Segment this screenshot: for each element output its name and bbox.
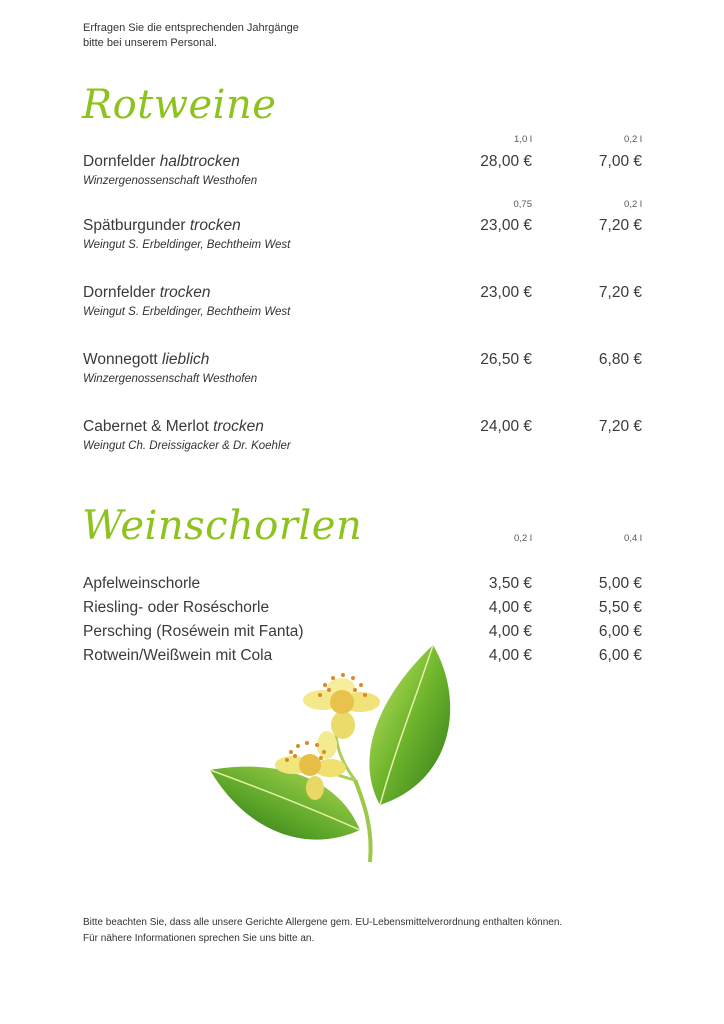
unit-label: 0,2 l bbox=[624, 199, 642, 210]
schorle-name-extra: (Roséwein mit Fanta) bbox=[156, 623, 304, 640]
leaf-right bbox=[369, 645, 450, 805]
wine-attribute: trocken bbox=[189, 217, 241, 234]
price-glass: 7,20 € bbox=[598, 418, 642, 435]
wine-maker: Weingut S. Erbeldinger, Bechtheim West bbox=[83, 306, 291, 318]
schorle-name: Rotwein/Weißwein mit Cola bbox=[83, 647, 273, 664]
schorle-item bbox=[83, 575, 643, 597]
price-small: 4,00 € bbox=[488, 623, 532, 640]
intro-line-2: bitte bei unserem Personal. bbox=[83, 37, 217, 49]
price-bottle: 26,50 € bbox=[480, 351, 532, 368]
price-bottle: 23,00 € bbox=[480, 217, 532, 234]
wine-item bbox=[83, 217, 643, 257]
unit-label: 0,4 l bbox=[624, 533, 642, 544]
wine-item bbox=[83, 284, 643, 324]
wine-maker: Winzergenossenschaft Westhofen bbox=[83, 175, 258, 187]
price-bottle: 23,00 € bbox=[480, 284, 532, 301]
price-bottle: 28,00 € bbox=[480, 153, 532, 170]
section-title-rotweine: Rotweine bbox=[82, 82, 277, 128]
wine-name bbox=[83, 418, 264, 436]
price-glass: 7,20 € bbox=[598, 217, 642, 234]
wine-attribute: lieblich bbox=[162, 351, 210, 368]
wine-maker: Weingut Ch. Dreissigacker & Dr. Koehler bbox=[83, 440, 291, 452]
price-large: 6,00 € bbox=[598, 647, 642, 664]
schorle-item bbox=[83, 599, 643, 621]
unit-label: 0,2 l bbox=[624, 134, 642, 145]
price-bottle: 24,00 € bbox=[480, 418, 532, 435]
wine-name-text: Dornfelder bbox=[83, 153, 156, 170]
footer-line-2: Für nähere Informationen sprechen Sie uns bitte an. bbox=[83, 933, 315, 944]
wine-item bbox=[83, 153, 643, 193]
wine-item bbox=[83, 351, 643, 391]
price-small: 4,00 € bbox=[488, 647, 532, 664]
wine-name bbox=[83, 217, 241, 235]
wine-attribute: trocken bbox=[159, 284, 211, 301]
wine-attribute: halbtrocken bbox=[159, 153, 240, 170]
footer-line-1: Bitte beachten Sie, dass alle unsere Gerichte Allergene gem. EU-Lebensmittelverordnung enthalten können. bbox=[83, 917, 563, 928]
wine-name bbox=[83, 284, 211, 302]
unit-label: 1,0 l bbox=[514, 134, 532, 145]
wine-maker: Winzergenossenschaft Westhofen bbox=[83, 373, 258, 385]
price-large: 6,00 € bbox=[598, 623, 642, 640]
wine-name-text: Dornfelder bbox=[83, 284, 156, 301]
schorle-name-text: Persching bbox=[83, 623, 152, 640]
unit-label: 0,2 l bbox=[514, 533, 532, 544]
wine-name bbox=[83, 351, 209, 369]
price-glass: 7,20 € bbox=[598, 284, 642, 301]
price-glass: 7,00 € bbox=[598, 153, 642, 170]
unit-label: 0,75 bbox=[513, 199, 532, 210]
price-large: 5,50 € bbox=[598, 599, 642, 616]
intro-note bbox=[83, 21, 299, 51]
intro-line-1: Erfragen Sie die entsprechenden Jahrgänge bbox=[83, 22, 299, 34]
wine-name-text: Wonnegott bbox=[83, 351, 158, 368]
wine-name-text: Spätburgunder bbox=[83, 217, 186, 234]
linden-flower-illustration bbox=[205, 640, 465, 870]
wine-maker: Weingut S. Erbeldinger, Bechtheim West bbox=[83, 239, 291, 251]
price-glass: 6,80 € bbox=[598, 351, 642, 368]
schorle-name bbox=[83, 623, 304, 641]
price-large: 5,00 € bbox=[598, 575, 642, 592]
wine-attribute: trocken bbox=[213, 418, 264, 435]
price-small: 4,00 € bbox=[488, 599, 532, 616]
wine-name-text: Cabernet & Merlot bbox=[83, 418, 209, 435]
section-title-weinschorlen: Weinschorlen bbox=[82, 503, 363, 549]
price-small: 3,50 € bbox=[488, 575, 532, 592]
allergen-note bbox=[83, 915, 562, 947]
wine-item bbox=[83, 418, 643, 458]
wine-name bbox=[83, 153, 240, 171]
schorle-name: Riesling- oder Roséschorle bbox=[83, 599, 270, 616]
flower-upper bbox=[303, 673, 380, 739]
schorle-name: Apfelweinschorle bbox=[83, 575, 201, 592]
